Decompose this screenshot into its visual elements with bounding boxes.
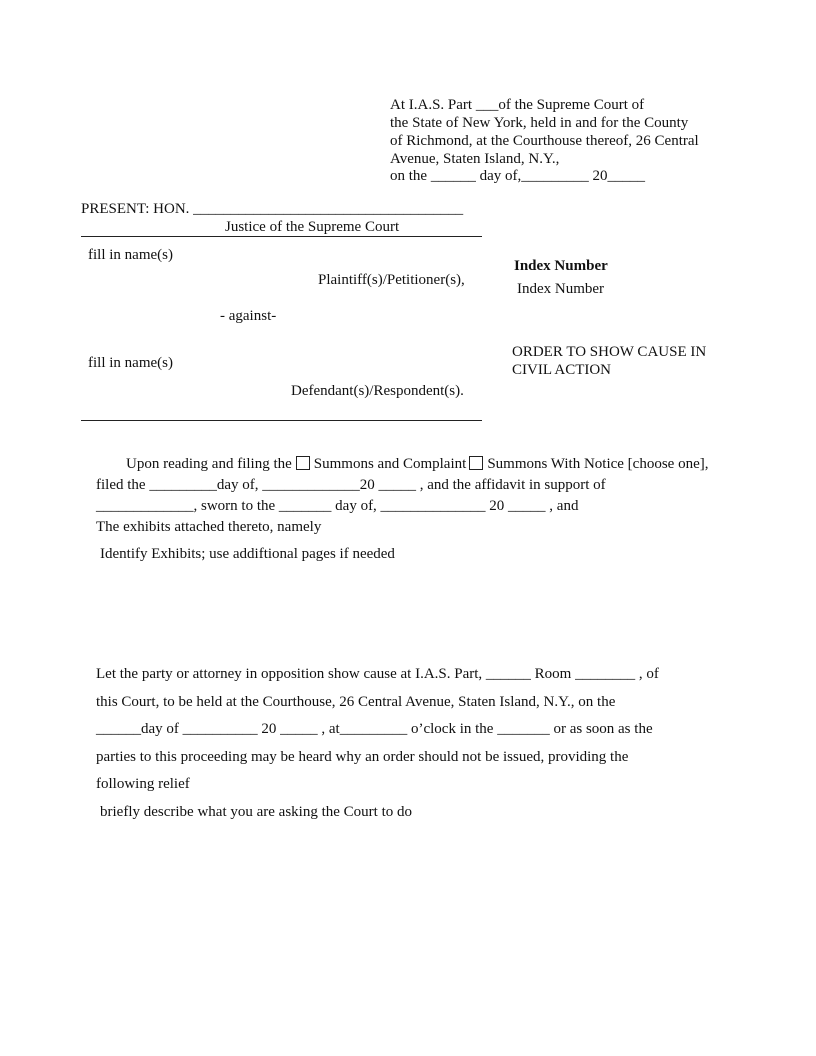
reading-line-1 [126, 455, 708, 473]
defendant-label: Defendant(s)/Respondent(s). [291, 383, 464, 399]
defendant-name-field[interactable]: fill in name(s) [88, 355, 173, 371]
plaintiff-label: Plaintiff(s)/Petitioner(s), [318, 272, 465, 288]
justice-title: Justice of the Supreme Court [225, 219, 400, 235]
caption-line-5: on the ______ day of,_________ 20_____ [390, 168, 645, 184]
caption-line-4: Avenue, Staten Island, N.Y., [390, 151, 560, 167]
caption-rule-bottom [81, 420, 482, 421]
against-label: - against- [220, 308, 277, 324]
present-hon-line[interactable]: PRESENT: HON. ____________________________________ [81, 201, 464, 217]
reading-line-3: _____________, sworn to the _______ day of, ______________ 20 _____ , and [96, 498, 579, 514]
summons-complaint-label: Summons and Complaint [313, 456, 467, 472]
reading-intro: Upon reading and filing the [126, 456, 292, 472]
caption-line-2: the State of New York, held in and for the County [390, 115, 689, 131]
reading-line-2: filed the _________day of, _____________20 _____ , and the affidavit in support of [96, 477, 606, 493]
index-number-heading: Index Number [514, 258, 608, 274]
show-cause-line-5: following relief [96, 776, 190, 792]
caption-rule-top [81, 236, 482, 237]
show-cause-line-4: parties to this proceeding may be heard why an order should not be issued, providing the [96, 749, 629, 765]
caption-line-3: of Richmond, at the Courthouse thereof, 26 Central [390, 133, 699, 149]
order-title-line-1: ORDER TO SHOW CAUSE IN [512, 344, 707, 360]
relief-field[interactable]: briefly describe what you are asking the Court to do [100, 804, 412, 820]
summons-notice-checkbox[interactable] [469, 456, 483, 470]
summons-notice-label: Summons With Notice [choose one], [487, 456, 709, 472]
show-cause-line-2: this Court, to be held at the Courthouse, 26 Central Avenue, Staten Island, N.Y., on the [96, 694, 616, 710]
reading-line-4: The exhibits attached thereto, namely [96, 519, 322, 535]
summons-complaint-checkbox[interactable] [296, 456, 310, 470]
show-cause-line-1: Let the party or attorney in opposition show cause at I.A.S. Part, ______ Room ________ , of [96, 666, 659, 682]
caption-line-1: At I.A.S. Part ___of the Supreme Court of [390, 97, 645, 113]
plaintiff-name-field[interactable]: fill in name(s) [88, 247, 173, 263]
exhibits-field[interactable]: Identify Exhibits; use addiftional pages if needed [100, 546, 395, 562]
index-number-field[interactable]: Index Number [517, 281, 605, 297]
order-title-line-2: CIVIL ACTION [512, 362, 612, 378]
show-cause-line-3: ______day of __________ 20 _____ , at_________ o’clock in the _______ or as soon as the [96, 721, 653, 737]
